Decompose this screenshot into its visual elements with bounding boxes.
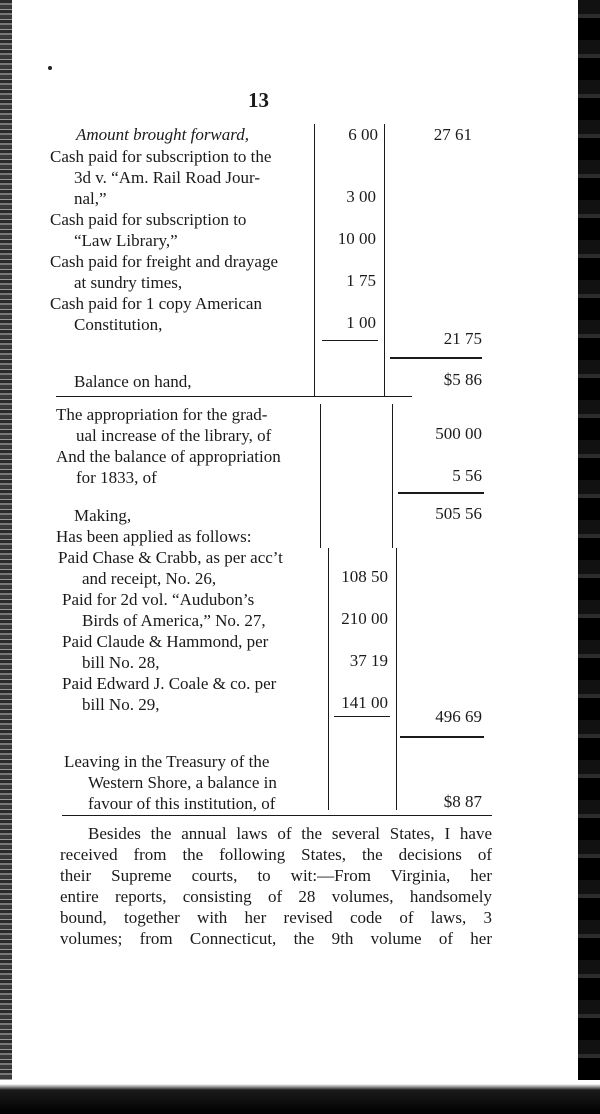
ledger-line: Cash paid for freight and drayage (50, 252, 278, 271)
leaving-balance-value: $8 87 (443, 792, 482, 811)
scan-speckle (48, 66, 52, 70)
body-paragraph (60, 823, 492, 949)
column-divider (314, 124, 315, 396)
ledger-line: Paid Chase & Crabb, as per acc’t (58, 548, 283, 567)
ledger-line: Paid Edward J. Coale & co. per (62, 674, 277, 693)
ledger-line: Paid Claude & Hammond, per (62, 632, 269, 651)
total-rule (390, 357, 482, 359)
paragraph-line: their Supreme courts, to wit:—From Virginia, her (60, 866, 492, 885)
ledger-line: Birds of America,” No. 27, (82, 611, 266, 630)
ledger-line: at sundry times, (74, 273, 183, 292)
section-rule (56, 396, 412, 397)
freight-amount: 1 75 (346, 271, 376, 290)
ledger-line: favour of this institution, of (88, 794, 276, 813)
ledger-line: nal,” (74, 189, 107, 208)
scan-edge-bottom (0, 1080, 600, 1114)
balance-on-hand-value: $5 86 (443, 370, 482, 389)
paragraph-line: Besides the annual laws of the several States, I have (88, 824, 492, 843)
ledger-line: Cash paid for 1 copy American (50, 294, 262, 313)
ledger-line: And the balance of appropriation (56, 447, 281, 466)
ledger-line: for 1833, of (76, 468, 157, 487)
paragraph-line: entire reports, consisting of 28 volumes, handsomely (60, 887, 492, 906)
column-rule (334, 716, 390, 717)
coale-amount: 141 00 (341, 693, 388, 712)
payments-total: 496 69 (435, 707, 482, 726)
scan-edge-right (578, 0, 600, 1114)
audubon-amount: 210 00 (341, 609, 388, 628)
ledger-line: Cash paid for subscription to (50, 210, 247, 229)
subscription-journal-amount: 3 00 (346, 187, 376, 206)
total-rule (400, 736, 484, 738)
law-library-amount: 10 00 (337, 229, 376, 248)
ledger-line: Constitution, (74, 315, 163, 334)
amount-forward-label: Amount brought forward, (76, 125, 250, 144)
column-divider (320, 404, 321, 548)
applied-label: Has been applied as follows: (56, 527, 252, 546)
section1-subtotal: 21 75 (443, 329, 482, 348)
column-divider (328, 548, 329, 810)
scan-binding-edge-left (0, 0, 12, 1114)
column-rule (322, 340, 378, 341)
balance-1833-value: 5 56 (452, 466, 482, 485)
page-number: 13 (248, 88, 269, 112)
ledger-line: Cash paid for subscription to the (50, 147, 272, 166)
amount-forward-col2: 6 00 (348, 125, 378, 144)
ledger-line: Paid for 2d vol. “Audubon’s (62, 590, 255, 609)
column-divider (396, 548, 397, 810)
section-rule (62, 815, 492, 816)
ledger-line: bill No. 29, (82, 695, 160, 714)
ledger-line: 3d v. “Am. Rail Road Jour- (74, 168, 261, 187)
appropriation-value: 500 00 (435, 424, 482, 443)
total-rule (398, 492, 484, 494)
ledger-line: and receipt, No. 26, (82, 569, 217, 588)
ledger-line: The appropriation for the grad- (56, 405, 268, 424)
making-label: Making, (74, 506, 132, 525)
constitution-amount: 1 00 (346, 313, 376, 332)
ledger-line: ual increase of the library, of (76, 426, 272, 445)
paragraph-line: received from the following States, the decisions of (60, 845, 492, 864)
paragraph-line: volumes; from Connecticut, the 9th volume of her (60, 929, 492, 948)
column-divider (392, 404, 393, 548)
ledger-line: Western Shore, a balance in (88, 773, 277, 792)
amount-forward-col3: 27 61 (433, 125, 472, 144)
claude-hammond-amount: 37 19 (349, 651, 388, 670)
ledger-line: “Law Library,” (74, 231, 178, 250)
column-divider (384, 124, 385, 396)
ledger-line: bill No. 28, (82, 653, 160, 672)
ledger-line: Leaving in the Treasury of the (64, 752, 270, 771)
balance-label: Balance on hand, (74, 372, 192, 391)
paragraph-line: bound, together with her revised code of laws, 3 (60, 908, 492, 927)
making-value: 505 56 (435, 504, 482, 523)
chase-crabb-amount: 108 50 (341, 567, 388, 586)
